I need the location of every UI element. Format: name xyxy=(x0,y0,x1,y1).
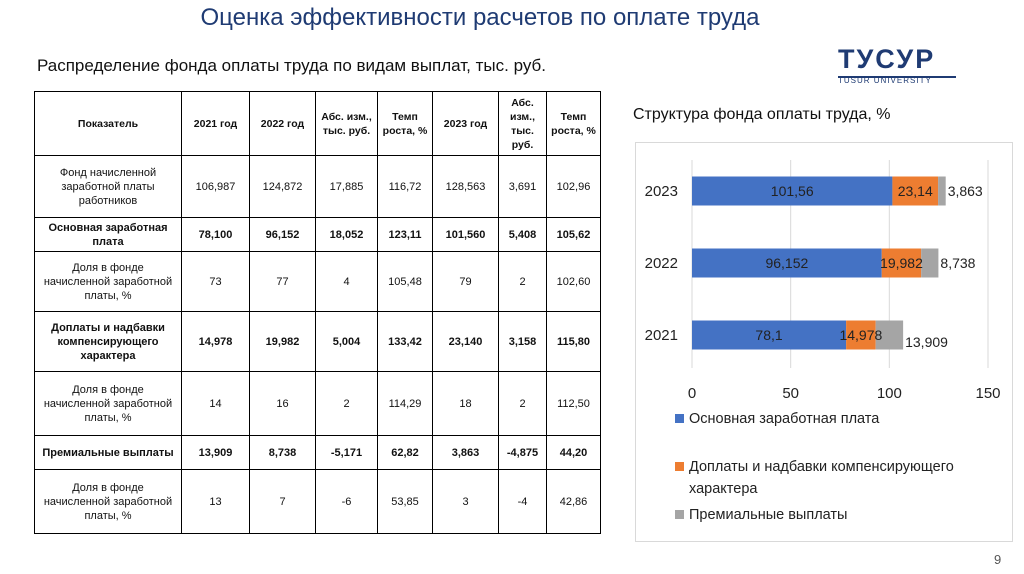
table-subtitle: Распределение фонда оплаты труда по видам выплат, тыс. руб. xyxy=(37,56,546,75)
x-tick-label: 100 xyxy=(876,385,902,402)
row-label-cell: Премиальные выплаты xyxy=(35,436,182,470)
table-header-cell: 2021 год xyxy=(182,92,250,156)
table-cell: 133,42 xyxy=(378,312,433,372)
row-label-cell: Доля в фонде начисленной заработной платы, % xyxy=(35,372,182,436)
data-label: 101,56 xyxy=(770,183,814,199)
data-label: 8,738 xyxy=(940,255,976,271)
legend-label: Основная заработная плата xyxy=(689,411,880,427)
legend-swatch xyxy=(675,462,684,471)
table-cell: 105,48 xyxy=(378,252,433,312)
bar-segment xyxy=(921,249,938,278)
table-cell: 77 xyxy=(250,252,316,312)
table-header-cell: 2022 год xyxy=(250,92,316,156)
table-cell: 4 xyxy=(316,252,378,312)
logo-main-text: ТУСУР xyxy=(838,44,936,74)
table-cell: -4,875 xyxy=(499,436,547,470)
category-label: 2021 xyxy=(644,327,678,344)
data-label: 19,982 xyxy=(880,255,923,271)
table-header-cell: Темп роста, % xyxy=(378,92,433,156)
x-tick-label: 50 xyxy=(782,385,800,402)
table-cell: 114,29 xyxy=(378,372,433,436)
table-cell: 18,052 xyxy=(316,218,378,252)
table-cell: 8,738 xyxy=(250,436,316,470)
table-cell: 17,885 xyxy=(316,156,378,218)
table-cell: 14,978 xyxy=(182,312,250,372)
table-cell: 124,872 xyxy=(250,156,316,218)
table-cell: 96,152 xyxy=(250,218,316,252)
table-cell: 3,863 xyxy=(433,436,499,470)
row-label-cell: Доля в фонде начисленной заработной платы, % xyxy=(35,470,182,534)
table-cell: 79 xyxy=(433,252,499,312)
table-cell: 73 xyxy=(182,252,250,312)
table-cell: 101,560 xyxy=(433,218,499,252)
chart-title: Структура фонда оплаты труда, % xyxy=(633,106,891,123)
category-label: 2022 xyxy=(644,255,678,272)
table-cell: 3,158 xyxy=(499,312,547,372)
table-header-cell: Темп роста, % xyxy=(547,92,601,156)
table-cell: 2 xyxy=(499,372,547,436)
row-label-cell: Основная заработная плата xyxy=(35,218,182,252)
table-cell: 3,691 xyxy=(499,156,547,218)
table-cell: 105,62 xyxy=(547,218,601,252)
table-cell: 16 xyxy=(250,372,316,436)
data-label: 13,909 xyxy=(905,334,948,350)
page-title: Оценка эффективности расчетов по оплате труда xyxy=(200,4,760,31)
table-cell: 2 xyxy=(499,252,547,312)
table-cell: 78,100 xyxy=(182,218,250,252)
legend-swatch xyxy=(675,414,684,423)
table-cell: 42,86 xyxy=(547,470,601,534)
table-cell: 14 xyxy=(182,372,250,436)
table-cell: 23,140 xyxy=(433,312,499,372)
legend-label: Доплаты и надбавки компенсирующего характера xyxy=(689,459,954,497)
table-cell: 18 xyxy=(433,372,499,436)
bar-segment xyxy=(938,177,946,206)
table-cell: -4 xyxy=(499,470,547,534)
table-cell: 13,909 xyxy=(182,436,250,470)
table-header-cell: 2023 год xyxy=(433,92,499,156)
table-header-cell: Абс. изм., тыс. руб. xyxy=(499,92,547,156)
legend-swatch xyxy=(675,510,684,519)
row-label-cell: Доплаты и надбавки компенсирующего характера xyxy=(35,312,182,372)
table-cell: 115,80 xyxy=(547,312,601,372)
table-header-cell: Абс. изм., тыс. руб. xyxy=(316,92,378,156)
logo-sub-text: TUSUR UNIVERSITY xyxy=(838,76,932,85)
table-cell: 44,20 xyxy=(547,436,601,470)
x-tick-label: 0 xyxy=(687,385,697,402)
table-cell: 62,82 xyxy=(378,436,433,470)
table-cell: 116,72 xyxy=(378,156,433,218)
table-cell: 123,11 xyxy=(378,218,433,252)
row-label-cell: Доля в фонде начисленной заработной платы, % xyxy=(35,252,182,312)
row-label-cell: Фонд начисленной заработной платы работников xyxy=(35,156,182,218)
table-cell: 128,563 xyxy=(433,156,499,218)
table-cell: 13 xyxy=(182,470,250,534)
table-cell: 106,987 xyxy=(182,156,250,218)
data-label: 14,978 xyxy=(839,327,883,343)
data-label: 78,1 xyxy=(755,327,783,343)
table-cell: 7 xyxy=(250,470,316,534)
table-cell: 5,408 xyxy=(499,218,547,252)
table-cell: -6 xyxy=(316,470,378,534)
table-cell: -5,171 xyxy=(316,436,378,470)
table-cell: 19,982 xyxy=(250,312,316,372)
table-header-cell: Показатель xyxy=(35,92,182,156)
x-tick-label: 150 xyxy=(975,385,1001,402)
data-label: 23,14 xyxy=(897,183,933,199)
table-cell: 5,004 xyxy=(316,312,378,372)
table-cell: 3 xyxy=(433,470,499,534)
category-label: 2023 xyxy=(644,183,678,200)
data-label: 3,863 xyxy=(947,183,983,199)
table-cell: 53,85 xyxy=(378,470,433,534)
table-cell: 102,60 xyxy=(547,252,601,312)
legend-label: Премиальные выплаты xyxy=(689,507,848,523)
data-label: 96,152 xyxy=(765,255,809,271)
table-cell: 102,96 xyxy=(547,156,601,218)
table-cell: 2 xyxy=(316,372,378,436)
table-cell: 112,50 xyxy=(547,372,601,436)
page-number: 9 xyxy=(994,552,1002,567)
